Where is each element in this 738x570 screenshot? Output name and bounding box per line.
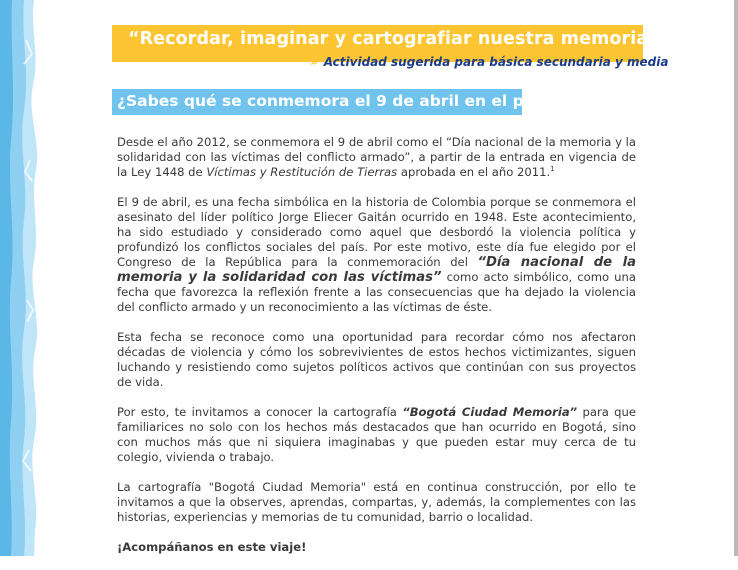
page-title: “Recordar, imaginar y cartografiar nuestra memoria” xyxy=(128,29,660,49)
paragraph-1 xyxy=(117,135,636,180)
activity-subtitle xyxy=(310,55,669,69)
p4-text: Por esto, te invitamos a conocer la cartografía xyxy=(117,405,403,419)
right-edge xyxy=(734,0,738,556)
article-body xyxy=(117,135,636,570)
chevron-right-icon: » xyxy=(310,55,318,69)
closing-line: ¡Acompáñanos en este viaje! xyxy=(117,540,307,554)
subtitle-text: Actividad sugerida para básica secundaria y media xyxy=(323,55,669,69)
p2-text-end: como acto simbólico, como una fecha que favorezca la reflexión frente a las consecuencias que ha dejado la violencia del conflicto armado y un reconocimiento a las víctimas de éste. xyxy=(117,270,636,314)
paragraph-5: La cartografía "Bogotá Ciudad Memoria" está en continua construcción, por ello te invitamos a que la observes, aprendas, compartas, y, además, la complementes con las historias, experiencias y memorias de tu comunidad, barrio o localidad. xyxy=(117,480,636,524)
cartography-name: “Bogotá Ciudad Memoria” xyxy=(402,405,578,419)
p4-text-end: para que familiarices no solo con los hechos más destacados que han ocurrido en Bogotá, sino con muchos más que ni siquiera imaginabas y que pueden estar muy cerca de tu colegio, vivienda o trabajo. xyxy=(117,405,637,464)
day-name-highlight: “Día nacional de la memoria y la solidaridad con las víctimas” xyxy=(117,255,636,285)
section-heading: ¿Sabes qué se conmemora el 9 de abril en el país? xyxy=(117,92,558,110)
watercolor-border xyxy=(0,0,48,556)
paragraph-2 xyxy=(117,195,636,315)
law-name: Víctimas y Restitución de Tierras xyxy=(206,165,398,179)
footnote-marker: 1 xyxy=(550,165,555,174)
p1-text: Desde el año 2012, se conmemora el 9 de abril como el “Día nacional de la memoria y la solidaridad con las víctimas del conflicto armado”, a partir de la entrada en vigencia de la Ley 1448 de xyxy=(117,135,636,179)
paragraph-3: Esta fecha se reconoce como una oportunidad para recordar cómo nos afectaron décadas de violencia y cómo los sobrevivientes de estos hechos victimizantes, siguen luchando y resistiendo como sujetos políticos activos que continúan con sus proyectos de vida. xyxy=(117,330,636,389)
p1-text-end: aprobada en el año 2011. xyxy=(397,165,551,179)
paragraph-4 xyxy=(117,405,636,465)
p2-text: El 9 de abril, es una fecha simbólica en la historia de Colombia porque se conmemora el asesinato del líder político Jorge Eliecer Gaitán ocurrido en 1948. Este acontecimiento, ha sido estudiado y considerado como aquel que desbordó la violencia política y profundizó los conflictos sociales del país. Por este motivo, este día fue elegido por el Congreso de la República para la conmemoración del xyxy=(117,195,636,269)
